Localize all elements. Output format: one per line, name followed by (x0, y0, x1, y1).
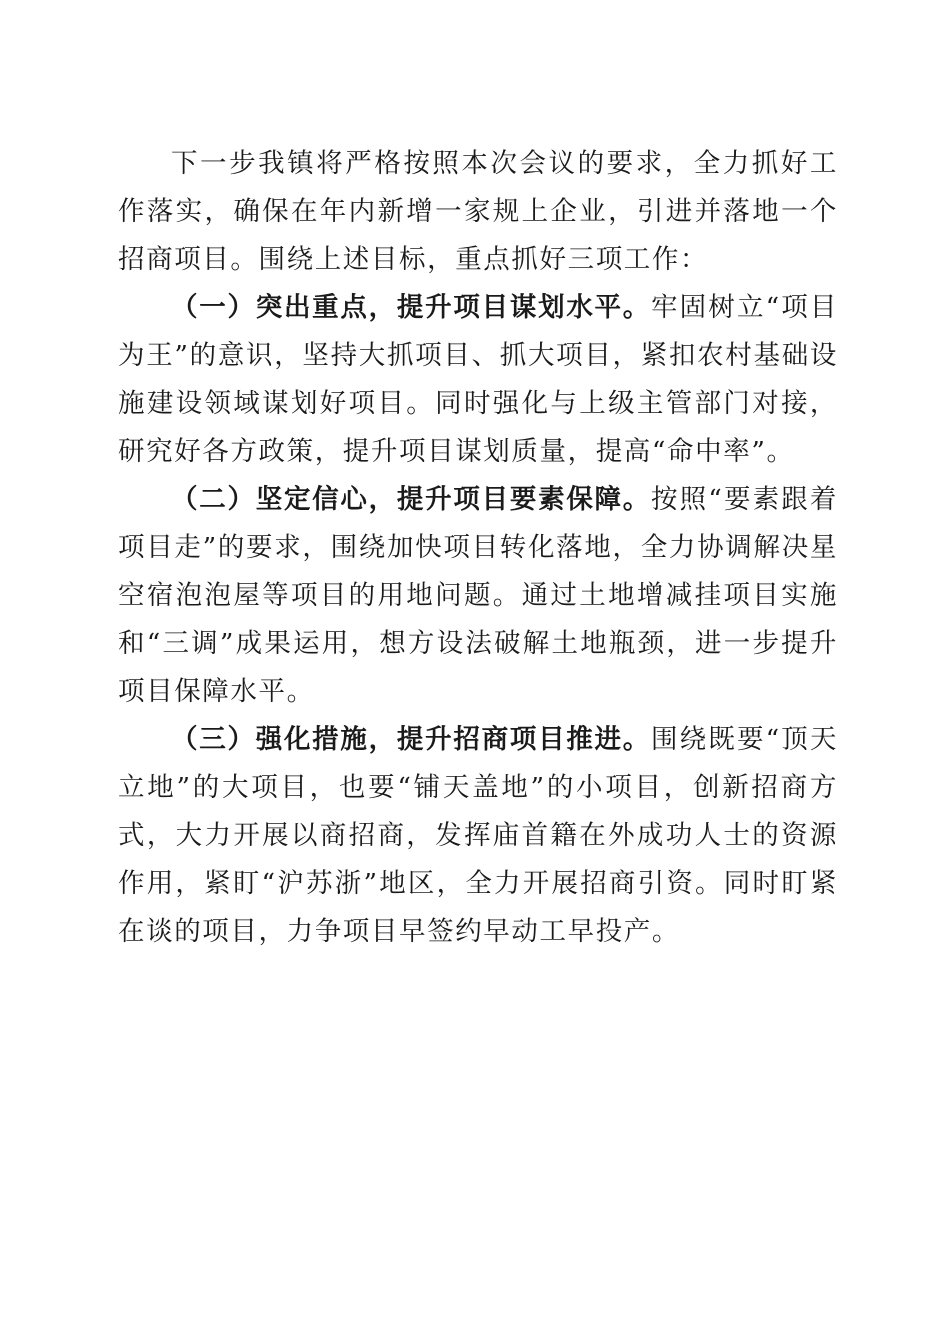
section-paragraph-3 (118, 716, 838, 956)
section-heading-1: （一）突出重点，提升项目谋划水平。 (171, 292, 652, 323)
section-body-2: 按照“要素跟着项目走”的要求，围绕加快项目转化落地，全力协调解决星空宿泡泡屋等项目的用地问题。通过土地增减挂项目实施和“三调”成果运用，想方设法破解土地瓶颈，进一步提升项目保障水平。 (118, 484, 838, 707)
section-heading-3: （三）强化措施，提升招商项目推进。 (171, 724, 652, 755)
intro-text: 下一步我镇将严格按照本次会议的要求，全力抓好工作落实，确保在年内新增一家规上企业，引进并落地一个招商项目。围绕上述目标，重点抓好三项工作： (118, 148, 838, 275)
section-body-3: 围绕既要“顶天立地”的大项目，也要“铺天盖地”的小项目，创新招商方式，大力开展以商招商，发挥庙首籍在外成功人士的资源作用，紧盯“沪苏浙”地区，全力开展招商引资。同时盯紧在谈的项目，力争项目早签约早动工早投产。 (118, 724, 838, 947)
section-paragraph-2 (118, 476, 838, 716)
document-body (118, 140, 838, 956)
section-paragraph-1 (118, 284, 838, 476)
section-body-1: 牢固树立“项目为王”的意识，坚持大抓项目、抓大项目，紧扣农村基础设施建设领域谋划好项目。同时强化与上级主管部门对接，研究好各方政策，提升项目谋划质量，提高“命中率”。 (118, 292, 838, 467)
intro-paragraph (118, 140, 838, 284)
section-heading-2: （二）坚定信心，提升项目要素保障。 (171, 484, 652, 515)
